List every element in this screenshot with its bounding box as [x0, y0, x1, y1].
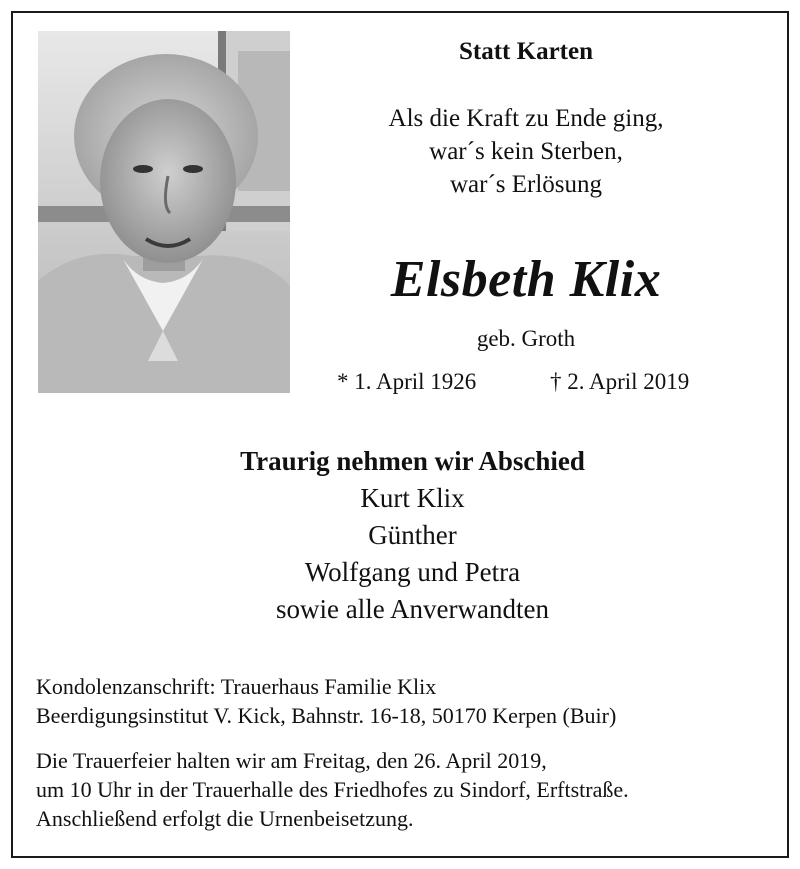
deceased-name: Elsbeth Klix — [390, 251, 662, 308]
ceremony-details — [36, 746, 629, 833]
death-date: † 2. April 2019 — [550, 369, 690, 394]
ceremony-line: Die Trauerfeier halten wir am Freitag, den 26. April 2019, — [36, 748, 547, 773]
verse-line: war´s kein Sterben, — [429, 138, 623, 165]
mourner-name: sowie alle Anverwandten — [276, 594, 549, 624]
mourner-name: Wolfgang und Petra — [304, 557, 521, 587]
statt-karten-heading: Statt Karten — [459, 38, 593, 65]
mourner-name: Kurt Klix — [360, 483, 465, 513]
condolence-line: Kondolenzanschrift: Trauerhaus Familie Klix — [36, 674, 437, 699]
condolence-line: Beerdigungsinstitut V. Kick, Bahnstr. 16-18, 50170 Kerpen (Buir) — [36, 703, 617, 728]
condolence-address — [36, 672, 616, 730]
mourner-name: Günther — [368, 520, 457, 550]
mourners-block — [150, 443, 675, 628]
maiden-name: geb. Groth — [476, 326, 576, 351]
verse-line: war´s Erlösung — [449, 171, 603, 198]
verse-line: Als die Kraft zu Ende ging, — [388, 105, 664, 132]
farewell-heading: Traurig nehmen wir Abschied — [240, 446, 585, 476]
ceremony-line: Anschließend erfolgt die Urnenbeisetzung. — [36, 806, 414, 831]
birth-date: * 1. April 1926 — [337, 369, 477, 394]
memorial-verse — [326, 102, 726, 201]
portrait-photo — [38, 31, 290, 393]
ceremony-line: um 10 Uhr in der Trauerhalle des Friedhofes zu Sindorf, Erftstraße. — [36, 777, 629, 802]
